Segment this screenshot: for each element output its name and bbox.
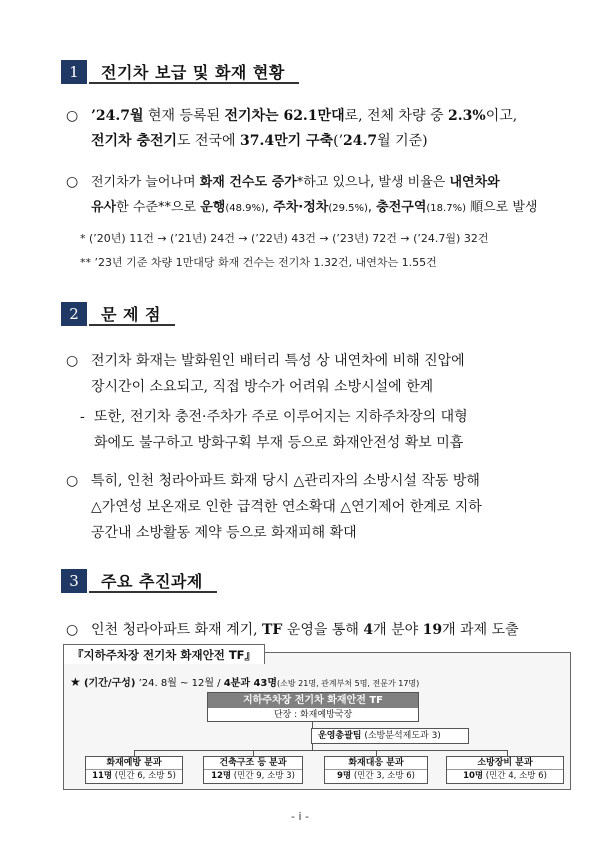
- text: 충전구역: [376, 200, 427, 215]
- text: 유사: [91, 200, 117, 215]
- text: 한 수준: [116, 200, 158, 215]
- text: ,: [367, 200, 377, 215]
- text: (기간/구성): [83, 678, 136, 689]
- team-node: [324, 756, 428, 784]
- text: 개 분야: [373, 622, 423, 638]
- s3-paragraph-1: [66, 618, 556, 643]
- text: ’24.7월: [91, 108, 144, 124]
- text: △가연성 보온재로 인한 급격한 연소확대 △연기제어 한계로 지하: [91, 499, 482, 515]
- team-name: 화재대응 분과: [325, 757, 427, 770]
- text: 운행: [200, 200, 226, 215]
- text: 인천 청라아파트 화재 계기,: [91, 622, 263, 638]
- text: (18.7%): [426, 203, 466, 214]
- text: 현재 등록된: [143, 108, 225, 124]
- team-count: 12명: [211, 771, 232, 781]
- text: (48.9%): [225, 203, 265, 214]
- team-detail: (민간 4, 소방 6): [483, 771, 547, 781]
- team-count: 11명: [92, 771, 113, 781]
- team-name: 건축구조 등 분과: [204, 757, 302, 770]
- s2-paragraph-2: [66, 404, 556, 456]
- text: 전기차 충전기: [91, 133, 178, 149]
- text: 19: [422, 622, 443, 638]
- text: 4: [363, 622, 374, 638]
- s1-footnote-1: * (’20년) 11건 → (’21년) 24건 → (’22년) 43건 → (’23년) 72건 → (’24.7월) 32건: [80, 232, 489, 245]
- star-icon: ★: [70, 675, 81, 689]
- team-detail: (민간 3, 소방 6): [351, 771, 415, 781]
- bullet: ○: [66, 174, 79, 190]
- team-detail: (민간 9, 소방 3): [231, 771, 295, 781]
- bullet: ○: [66, 353, 79, 369]
- section-title: 주요 추진과제: [89, 569, 217, 593]
- text: ,: [264, 200, 274, 215]
- text: 37.4만기 구축: [240, 133, 334, 149]
- text: 공간내 소방활동 제약 등으로 화재피해 확대: [91, 525, 357, 541]
- text: 또한, 전기차 충전·주차가 주로 이루어지는 지하주차장의 대형: [94, 409, 468, 425]
- bullet: ○: [66, 473, 79, 489]
- text: 2.3%: [448, 108, 486, 124]
- section-1-heading: [61, 60, 299, 84]
- bullet: ○: [66, 622, 79, 638]
- text: 특히, 인천 청라아파트 화재 당시 △관리자의 소방시설 작동 방해: [91, 473, 480, 489]
- text: 운영을 통해: [282, 622, 364, 638]
- section-3-heading: [61, 569, 217, 593]
- tf-main-sub: 단장 : 화재예방국장: [273, 710, 353, 720]
- tf-info-line: [70, 674, 419, 689]
- text: 주차·정차: [273, 200, 329, 215]
- team-node: [85, 756, 183, 784]
- text: 도 전국에: [177, 133, 241, 149]
- text: (소방분석제도과 3): [361, 731, 441, 741]
- text: 이고,: [485, 108, 518, 124]
- bullet: ○: [66, 108, 79, 124]
- section-number: 2: [61, 302, 87, 326]
- tf-box-title: 『지하주차장 전기차 화재안전 TF』: [63, 644, 265, 664]
- text: ’24. 8월 ~ 12월 /: [135, 678, 224, 689]
- text: 전기차는 62.1만대: [224, 108, 345, 124]
- team-count: 9명: [337, 771, 352, 781]
- text: (29.5%): [328, 203, 368, 214]
- text: 내연차와: [449, 175, 500, 190]
- text: *하고 있으나, 발생 비율은: [296, 175, 450, 190]
- text: 전기차 화재는 발화원인 배터리 특성 상 내연차에 비해 진압에: [91, 353, 465, 369]
- connector-line: [134, 750, 508, 751]
- text: 운영총괄팀: [318, 731, 362, 741]
- text: 월 기준): [377, 133, 428, 149]
- text: 장시간이 소요되고, 직접 방수가 어려워 소방시설에 한계: [91, 379, 434, 395]
- tf-ops-node: [311, 728, 469, 744]
- text: TF: [262, 622, 283, 638]
- text: 로, 전체 차량 중: [344, 108, 449, 124]
- team-node: [203, 756, 303, 784]
- section-number: 3: [61, 569, 87, 593]
- text: (’: [333, 133, 344, 149]
- team-detail: (민간 6, 소방 5): [112, 771, 176, 781]
- page-number: - i -: [291, 810, 309, 823]
- section-title: 전기차 보급 및 화재 현황: [89, 60, 299, 84]
- s1-paragraph-1: [66, 104, 556, 154]
- text: 전기차가 늘어나며: [91, 175, 200, 190]
- text: 4분과 43명: [223, 678, 278, 689]
- section-title: 문 제 점: [89, 302, 175, 326]
- team-count: 10명: [463, 771, 484, 781]
- team-node: [446, 756, 564, 784]
- text: 24.7: [343, 133, 378, 149]
- tf-main-title: 지하주차장 전기차 화재안전 TF: [208, 693, 418, 708]
- s2-paragraph-3: [66, 468, 556, 546]
- dash: -: [80, 409, 85, 425]
- section-2-heading: [61, 302, 175, 326]
- text: 화에도 불구하고 방화구획 부재 등으로 화재안전성 확보 미흡: [94, 435, 464, 451]
- team-name: 소방장비 분과: [447, 757, 563, 770]
- team-name: 화재예방 분과: [86, 757, 182, 770]
- tf-main-node: [207, 692, 419, 722]
- s1-paragraph-2: [66, 170, 556, 221]
- text: 개 과제 도출: [442, 622, 519, 638]
- text: 順으로 발생: [465, 200, 538, 215]
- s2-paragraph-1: [66, 348, 556, 400]
- s1-footnote-2: ** ’23년 기준 차량 1만대당 화재 건수는 전기차 1.32건, 내연차는 1.55건: [80, 256, 437, 269]
- text: 화재 건수도 증가: [199, 175, 297, 190]
- text: **으로: [157, 200, 201, 215]
- section-number: 1: [61, 60, 87, 84]
- text: (소방 21명, 관계부처 5명, 전문가 17명): [277, 679, 420, 688]
